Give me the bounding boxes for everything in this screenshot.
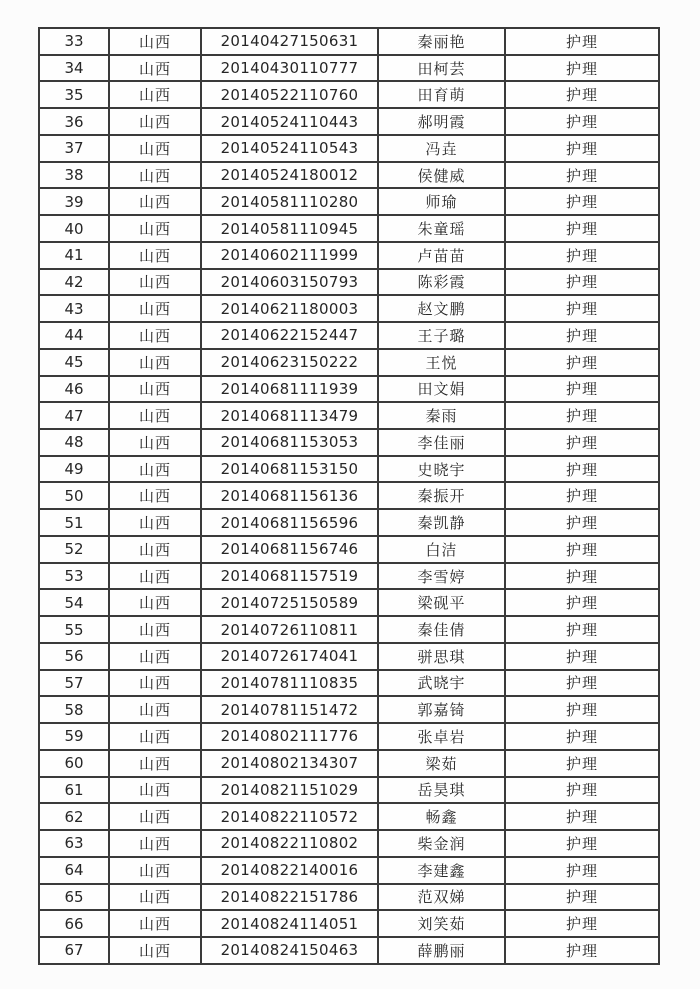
cell-exam-id: 20140824150463 bbox=[201, 937, 378, 964]
cell-name: 郭嘉锜 bbox=[378, 696, 505, 723]
cell-name: 秦凯静 bbox=[378, 509, 505, 536]
cell-name: 郝明霞 bbox=[378, 108, 505, 135]
table-row bbox=[39, 857, 659, 884]
cell-name: 陈彩霞 bbox=[378, 269, 505, 296]
table-row bbox=[39, 349, 659, 376]
cell-province: 山西 bbox=[109, 81, 201, 108]
cell-category: 护理 bbox=[505, 269, 659, 296]
cell-category: 护理 bbox=[505, 696, 659, 723]
cell-row-number: 36 bbox=[39, 108, 109, 135]
cell-name: 朱童瑶 bbox=[378, 215, 505, 242]
table-row bbox=[39, 108, 659, 135]
cell-row-number: 60 bbox=[39, 750, 109, 777]
table-row bbox=[39, 830, 659, 857]
cell-province: 山西 bbox=[109, 937, 201, 964]
cell-province: 山西 bbox=[109, 188, 201, 215]
cell-category: 护理 bbox=[505, 188, 659, 215]
cell-row-number: 48 bbox=[39, 429, 109, 456]
cell-exam-id: 20140622152447 bbox=[201, 322, 378, 349]
table-row bbox=[39, 536, 659, 563]
cell-category: 护理 bbox=[505, 376, 659, 403]
cell-category: 护理 bbox=[505, 349, 659, 376]
cell-province: 山西 bbox=[109, 429, 201, 456]
cell-category: 护理 bbox=[505, 55, 659, 82]
cell-province: 山西 bbox=[109, 857, 201, 884]
cell-category: 护理 bbox=[505, 429, 659, 456]
table-row bbox=[39, 482, 659, 509]
cell-province: 山西 bbox=[109, 242, 201, 269]
cell-exam-id: 20140821151029 bbox=[201, 777, 378, 804]
cell-category: 护理 bbox=[505, 563, 659, 590]
cell-category: 护理 bbox=[505, 857, 659, 884]
table-row bbox=[39, 188, 659, 215]
cell-name: 田育萌 bbox=[378, 81, 505, 108]
cell-category: 护理 bbox=[505, 509, 659, 536]
cell-row-number: 59 bbox=[39, 723, 109, 750]
cell-province: 山西 bbox=[109, 482, 201, 509]
cell-category: 护理 bbox=[505, 670, 659, 697]
cell-province: 山西 bbox=[109, 803, 201, 830]
cell-category: 护理 bbox=[505, 884, 659, 911]
cell-province: 山西 bbox=[109, 910, 201, 937]
cell-row-number: 47 bbox=[39, 402, 109, 429]
cell-province: 山西 bbox=[109, 616, 201, 643]
cell-province: 山西 bbox=[109, 696, 201, 723]
cell-category: 护理 bbox=[505, 616, 659, 643]
cell-exam-id: 20140681156136 bbox=[201, 482, 378, 509]
cell-row-number: 33 bbox=[39, 28, 109, 55]
cell-province: 山西 bbox=[109, 750, 201, 777]
table-row bbox=[39, 696, 659, 723]
cell-province: 山西 bbox=[109, 349, 201, 376]
cell-category: 护理 bbox=[505, 81, 659, 108]
cell-row-number: 65 bbox=[39, 884, 109, 911]
cell-row-number: 66 bbox=[39, 910, 109, 937]
cell-exam-id: 20140623150222 bbox=[201, 349, 378, 376]
cell-category: 护理 bbox=[505, 777, 659, 804]
cell-exam-id: 20140726174041 bbox=[201, 643, 378, 670]
cell-name: 秦佳倩 bbox=[378, 616, 505, 643]
cell-category: 护理 bbox=[505, 723, 659, 750]
table-row bbox=[39, 55, 659, 82]
cell-exam-id: 20140822151786 bbox=[201, 884, 378, 911]
cell-exam-id: 20140824114051 bbox=[201, 910, 378, 937]
cell-exam-id: 20140427150631 bbox=[201, 28, 378, 55]
table-row bbox=[39, 750, 659, 777]
table-row bbox=[39, 295, 659, 322]
cell-category: 护理 bbox=[505, 402, 659, 429]
cell-name: 薛鹏丽 bbox=[378, 937, 505, 964]
cell-name: 梁茹 bbox=[378, 750, 505, 777]
cell-name: 卢苗苗 bbox=[378, 242, 505, 269]
cell-province: 山西 bbox=[109, 55, 201, 82]
cell-category: 护理 bbox=[505, 135, 659, 162]
table-row bbox=[39, 215, 659, 242]
cell-name: 秦丽艳 bbox=[378, 28, 505, 55]
cell-row-number: 56 bbox=[39, 643, 109, 670]
cell-exam-id: 20140522110760 bbox=[201, 81, 378, 108]
cell-exam-id: 20140524110543 bbox=[201, 135, 378, 162]
cell-name: 冯垚 bbox=[378, 135, 505, 162]
table-row bbox=[39, 322, 659, 349]
table-row bbox=[39, 910, 659, 937]
cell-category: 护理 bbox=[505, 750, 659, 777]
table-row bbox=[39, 429, 659, 456]
cell-exam-id: 20140581110945 bbox=[201, 215, 378, 242]
table-row bbox=[39, 269, 659, 296]
table-row bbox=[39, 723, 659, 750]
cell-province: 山西 bbox=[109, 723, 201, 750]
cell-exam-id: 20140822110572 bbox=[201, 803, 378, 830]
cell-row-number: 44 bbox=[39, 322, 109, 349]
table-row bbox=[39, 162, 659, 189]
cell-exam-id: 20140681157519 bbox=[201, 563, 378, 590]
cell-name: 刘笑茹 bbox=[378, 910, 505, 937]
table-row bbox=[39, 563, 659, 590]
cell-row-number: 61 bbox=[39, 777, 109, 804]
cell-row-number: 45 bbox=[39, 349, 109, 376]
cell-province: 山西 bbox=[109, 295, 201, 322]
cell-row-number: 54 bbox=[39, 589, 109, 616]
cell-province: 山西 bbox=[109, 322, 201, 349]
cell-name: 李建鑫 bbox=[378, 857, 505, 884]
cell-province: 山西 bbox=[109, 376, 201, 403]
cell-exam-id: 20140603150793 bbox=[201, 269, 378, 296]
cell-name: 白洁 bbox=[378, 536, 505, 563]
table-row bbox=[39, 242, 659, 269]
cell-name: 秦雨 bbox=[378, 402, 505, 429]
cell-exam-id: 20140781110835 bbox=[201, 670, 378, 697]
cell-category: 护理 bbox=[505, 28, 659, 55]
table-row bbox=[39, 670, 659, 697]
cell-row-number: 35 bbox=[39, 81, 109, 108]
cell-province: 山西 bbox=[109, 830, 201, 857]
cell-name: 武晓宇 bbox=[378, 670, 505, 697]
cell-province: 山西 bbox=[109, 108, 201, 135]
cell-name: 柴金润 bbox=[378, 830, 505, 857]
cell-row-number: 40 bbox=[39, 215, 109, 242]
cell-category: 护理 bbox=[505, 456, 659, 483]
cell-row-number: 50 bbox=[39, 482, 109, 509]
table-row bbox=[39, 777, 659, 804]
table-row bbox=[39, 456, 659, 483]
cell-row-number: 42 bbox=[39, 269, 109, 296]
cell-exam-id: 20140681153053 bbox=[201, 429, 378, 456]
cell-name: 秦振开 bbox=[378, 482, 505, 509]
cell-name: 王悦 bbox=[378, 349, 505, 376]
cell-name: 师瑜 bbox=[378, 188, 505, 215]
cell-row-number: 37 bbox=[39, 135, 109, 162]
cell-row-number: 39 bbox=[39, 188, 109, 215]
cell-row-number: 58 bbox=[39, 696, 109, 723]
table-row bbox=[39, 884, 659, 911]
cell-exam-id: 20140581110280 bbox=[201, 188, 378, 215]
cell-province: 山西 bbox=[109, 162, 201, 189]
cell-province: 山西 bbox=[109, 670, 201, 697]
cell-category: 护理 bbox=[505, 322, 659, 349]
table-row bbox=[39, 643, 659, 670]
cell-province: 山西 bbox=[109, 777, 201, 804]
cell-exam-id: 20140524180012 bbox=[201, 162, 378, 189]
cell-name: 骈思琪 bbox=[378, 643, 505, 670]
cell-category: 护理 bbox=[505, 589, 659, 616]
cell-category: 护理 bbox=[505, 910, 659, 937]
cell-exam-id: 20140681156746 bbox=[201, 536, 378, 563]
cell-category: 护理 bbox=[505, 108, 659, 135]
table-row bbox=[39, 81, 659, 108]
cell-name: 范双娣 bbox=[378, 884, 505, 911]
cell-category: 护理 bbox=[505, 482, 659, 509]
cell-row-number: 63 bbox=[39, 830, 109, 857]
cell-name: 李佳丽 bbox=[378, 429, 505, 456]
cell-name: 田文娟 bbox=[378, 376, 505, 403]
cell-row-number: 51 bbox=[39, 509, 109, 536]
cell-row-number: 55 bbox=[39, 616, 109, 643]
cell-province: 山西 bbox=[109, 28, 201, 55]
table-row bbox=[39, 135, 659, 162]
cell-row-number: 64 bbox=[39, 857, 109, 884]
cell-name: 赵文鹏 bbox=[378, 295, 505, 322]
cell-exam-id: 20140602111999 bbox=[201, 242, 378, 269]
cell-row-number: 57 bbox=[39, 670, 109, 697]
table-row bbox=[39, 589, 659, 616]
cell-category: 护理 bbox=[505, 295, 659, 322]
cell-name: 田柯芸 bbox=[378, 55, 505, 82]
cell-row-number: 53 bbox=[39, 563, 109, 590]
cell-province: 山西 bbox=[109, 589, 201, 616]
cell-category: 护理 bbox=[505, 215, 659, 242]
cell-name: 李雪婷 bbox=[378, 563, 505, 590]
roster-table-body bbox=[39, 28, 659, 964]
cell-category: 护理 bbox=[505, 803, 659, 830]
cell-row-number: 43 bbox=[39, 295, 109, 322]
cell-category: 护理 bbox=[505, 536, 659, 563]
cell-name: 史晓宇 bbox=[378, 456, 505, 483]
cell-exam-id: 20140524110443 bbox=[201, 108, 378, 135]
cell-exam-id: 20140681111939 bbox=[201, 376, 378, 403]
cell-row-number: 62 bbox=[39, 803, 109, 830]
table-row bbox=[39, 28, 659, 55]
cell-name: 梁砚平 bbox=[378, 589, 505, 616]
cell-exam-id: 20140621180003 bbox=[201, 295, 378, 322]
cell-province: 山西 bbox=[109, 536, 201, 563]
cell-row-number: 34 bbox=[39, 55, 109, 82]
cell-exam-id: 20140822110802 bbox=[201, 830, 378, 857]
cell-province: 山西 bbox=[109, 456, 201, 483]
cell-row-number: 49 bbox=[39, 456, 109, 483]
table-row bbox=[39, 803, 659, 830]
cell-province: 山西 bbox=[109, 269, 201, 296]
table-row bbox=[39, 376, 659, 403]
cell-name: 岳昊琪 bbox=[378, 777, 505, 804]
cell-province: 山西 bbox=[109, 215, 201, 242]
cell-category: 护理 bbox=[505, 242, 659, 269]
cell-exam-id: 20140681113479 bbox=[201, 402, 378, 429]
cell-exam-id: 20140822140016 bbox=[201, 857, 378, 884]
cell-province: 山西 bbox=[109, 884, 201, 911]
cell-row-number: 67 bbox=[39, 937, 109, 964]
table-row bbox=[39, 937, 659, 964]
cell-exam-id: 20140802134307 bbox=[201, 750, 378, 777]
cell-row-number: 52 bbox=[39, 536, 109, 563]
cell-province: 山西 bbox=[109, 509, 201, 536]
cell-exam-id: 20140681156596 bbox=[201, 509, 378, 536]
cell-category: 护理 bbox=[505, 830, 659, 857]
cell-row-number: 41 bbox=[39, 242, 109, 269]
table-row bbox=[39, 402, 659, 429]
cell-province: 山西 bbox=[109, 643, 201, 670]
cell-exam-id: 20140781151472 bbox=[201, 696, 378, 723]
cell-exam-id: 20140430110777 bbox=[201, 55, 378, 82]
cell-exam-id: 20140802111776 bbox=[201, 723, 378, 750]
cell-category: 护理 bbox=[505, 643, 659, 670]
cell-row-number: 46 bbox=[39, 376, 109, 403]
cell-province: 山西 bbox=[109, 402, 201, 429]
cell-name: 畅鑫 bbox=[378, 803, 505, 830]
cell-name: 张卓岩 bbox=[378, 723, 505, 750]
cell-category: 护理 bbox=[505, 162, 659, 189]
candidate-roster-table bbox=[38, 27, 660, 965]
cell-category: 护理 bbox=[505, 937, 659, 964]
cell-exam-id: 20140726110811 bbox=[201, 616, 378, 643]
cell-name: 王子璐 bbox=[378, 322, 505, 349]
table-row bbox=[39, 616, 659, 643]
table-row bbox=[39, 509, 659, 536]
cell-exam-id: 20140681153150 bbox=[201, 456, 378, 483]
cell-row-number: 38 bbox=[39, 162, 109, 189]
cell-province: 山西 bbox=[109, 563, 201, 590]
cell-name: 侯健威 bbox=[378, 162, 505, 189]
cell-exam-id: 20140725150589 bbox=[201, 589, 378, 616]
cell-province: 山西 bbox=[109, 135, 201, 162]
